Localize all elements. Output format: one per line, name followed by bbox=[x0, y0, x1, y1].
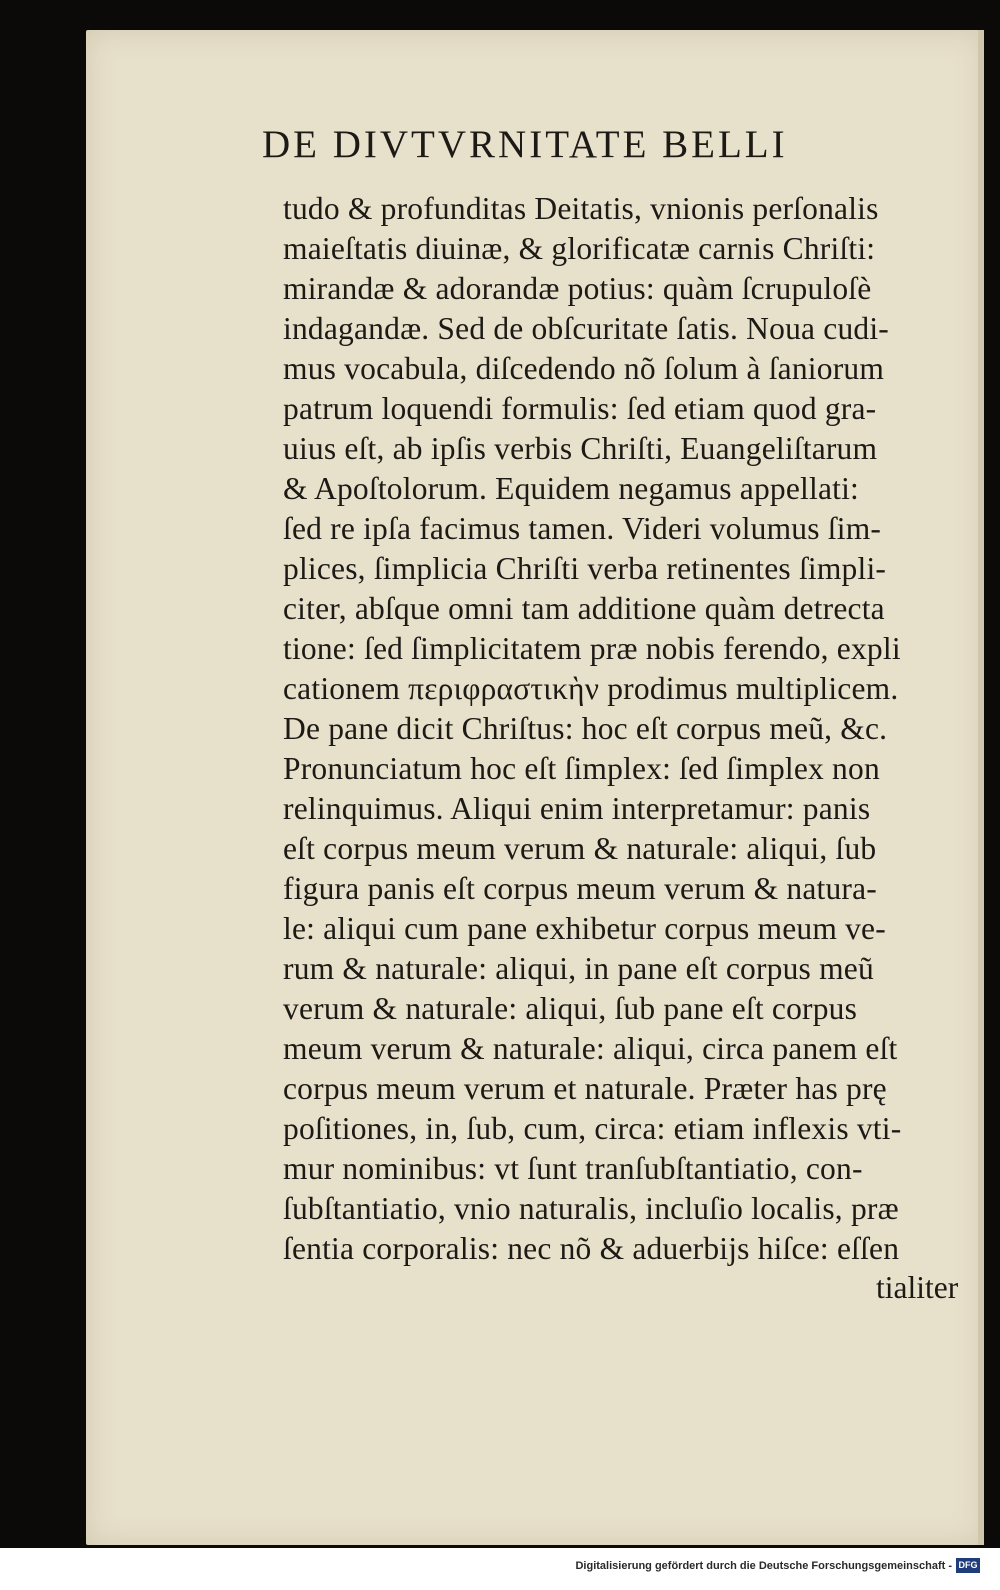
text-line: eſt corpus meum verum & naturale: aliqui, ſub bbox=[283, 831, 877, 866]
text-block bbox=[283, 189, 983, 1269]
text-line: cationem περιφραστικὴν prodimus multiplicem. bbox=[283, 671, 899, 706]
text-line: De pane dicit Chriſtus: hoc eſt corpus meũ, &c. bbox=[283, 711, 888, 746]
text-line: citer, abſque omni tam additione quàm detrecta bbox=[283, 591, 885, 626]
text-line: verum & naturale: aliqui, ſub pane eſt corpus bbox=[283, 991, 858, 1026]
dfg-logo-icon: DFG bbox=[956, 1558, 980, 1573]
text-line: ſubſtantiatio, vnio naturalis, incluſio localis, præ bbox=[283, 1191, 899, 1226]
text-line: tione: ſed ſimplicitatem præ nobis ferendo, expli bbox=[283, 631, 901, 666]
funding-credit: Digitalisierung gefördert durch die Deutsche Forschungsgemeinschaft - bbox=[575, 1560, 952, 1572]
text-line: mus vocabula, diſcedendo nõ ſolum à ſaniorum bbox=[283, 351, 885, 386]
text-line: uius eſt, ab ipſis verbis Chriſti, Euangeliſtarum bbox=[283, 431, 878, 466]
text-line: & Apoſtolorum. Equidem negamus appellati: bbox=[283, 471, 859, 506]
text-line: plices, ſimplicia Chriſti verba retinentes ſimpli- bbox=[283, 551, 887, 586]
text-line: rum & naturale: aliqui, in pane eſt corpus meũ bbox=[283, 951, 874, 986]
catchword: tialiter bbox=[876, 1270, 959, 1305]
text-line: mur nominibus: vt ſunt tranſubſtantiatio, con- bbox=[283, 1151, 863, 1186]
footer-bar bbox=[0, 1548, 1000, 1590]
text-line: Pronunciatum hoc eſt ſimplex: ſed ſimplex non bbox=[283, 751, 880, 786]
text-line: meum verum & naturale: aliqui, circa panem eſt bbox=[283, 1031, 898, 1066]
text-line: maieſtatis diuinæ, & glorificatæ carnis Chriſti: bbox=[283, 231, 876, 266]
text-line: ſentia corporalis: nec nõ & aduerbijs hiſce: eſſen bbox=[283, 1231, 900, 1266]
text-line: relinquimus. Aliqui enim interpretamur: panis bbox=[283, 791, 871, 826]
text-line: figura panis eſt corpus meum verum & natura- bbox=[283, 871, 877, 906]
text-line: tudo & profunditas Deitatis, vnionis perſonalis bbox=[283, 191, 879, 226]
text-line: indagandæ. Sed de obſcuritate ſatis. Noua cudi- bbox=[283, 311, 889, 346]
text-line: poſitiones, in, ſub, cum, circa: etiam inflexis vti- bbox=[283, 1111, 902, 1146]
text-line: ſed re ipſa facimus tamen. Videri volumus ſim- bbox=[283, 511, 882, 546]
running-head: DE DIVTVRNITATE BELLI bbox=[262, 123, 788, 166]
text-line: le: aliqui cum pane exhibetur corpus meum ve- bbox=[283, 911, 886, 946]
text-line: patrum loquendi formulis: ſed etiam quod gra- bbox=[283, 391, 877, 426]
text-line: corpus meum verum et naturale. Præter has prę bbox=[283, 1071, 887, 1106]
text-line: mirandæ & adorandæ potius: quàm ſcrupuloſè bbox=[283, 271, 872, 306]
